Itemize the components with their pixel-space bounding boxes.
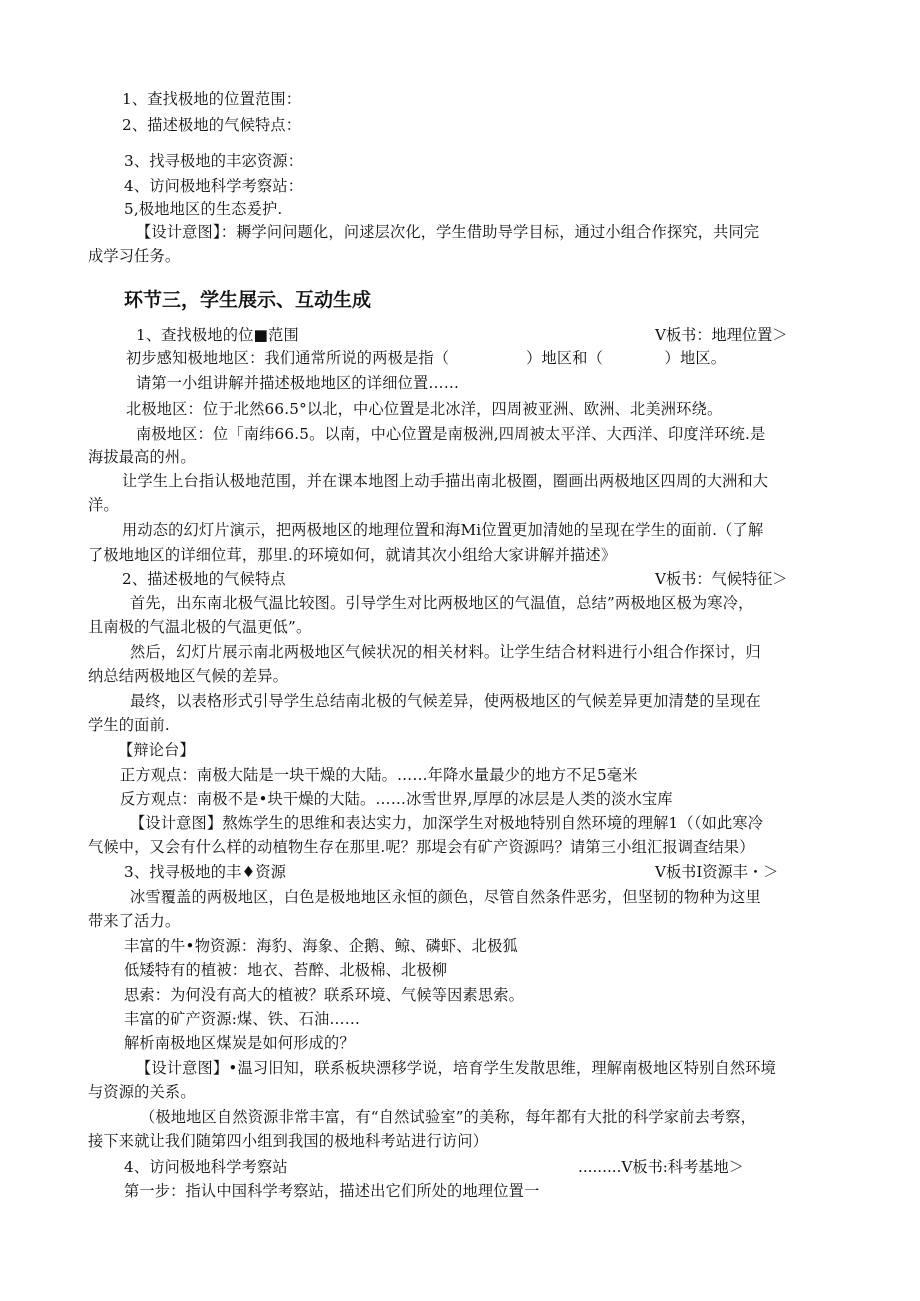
design-intent-3: 【设计意图】•温习旧知，联系板块漂移学说，培育学生发散思维，理解南极地区特别自然环境 — [136, 1059, 777, 1077]
s1-para: 洋。 — [88, 496, 119, 514]
s3-para: 解析南极地区煤炭是如何形成的？ — [124, 1034, 355, 1052]
s3-board-note: V板书I资源丰・＞ — [655, 863, 779, 881]
design-intent-1: 【设计意图】：耨学问问题化，问逑层次化，学生借助导学目标，通过小组合作探究，共同完 — [136, 223, 760, 241]
outline-item-2: 2、描述极地的气候特点： — [122, 116, 302, 134]
s1-title: 1、查找极地的位■范围 — [136, 326, 299, 344]
debate-pro: 正方观点：南极大陆是一块干燥的大陆。……年降水量最少的地方不足5毫米 — [120, 766, 638, 784]
s2-title: 2、描述极地的气候特点 — [122, 570, 286, 588]
s1-para: 北极地区：位于北然66.5°以北，中心位置是北冰洋，四周被亚洲、欧洲、北美洲环绕。 — [126, 400, 723, 418]
design-intent-2-cont: 气候中，又会有什么样的动植物生存在那里.呢？那堤会有矿产资源吗？请第三小组汇报调查结果） — [88, 838, 755, 856]
s1-para: 让学生上台指认极地范围，并在课本地图上动手描出南北极圈，圈画出两极地区四周的大洲和大 — [122, 472, 769, 490]
s2-board-note: V板书：气候特征＞ — [655, 570, 788, 588]
s4-para: 第一步：指认中国科学考察站，描述出它们所处的地理位置一 — [124, 1182, 540, 1200]
s1-para: 了极地地区的详细位茸，那里.的环境如何，就请其次小组给大家讲解并描述》 — [88, 546, 617, 564]
design-intent-2: 【设计意图】熬炼学生的思维和表达实力，加深学生对极地特别自然环境的理解1（（如此寒冷 — [130, 814, 764, 832]
s3-para: 带来了活力。 — [88, 912, 181, 930]
s3-para: 思索：为何没有高大的植被？联系环境、气候等因素思索。 — [124, 986, 525, 1004]
s1-para: 海拔最高的州。 — [88, 448, 196, 466]
s2-para: 纳总结两极地区气候的差异。 — [88, 667, 289, 685]
s4-title: 4、访问极地科学考察站 — [124, 1158, 288, 1176]
section-title: 环节三，学生展示、互动生成 — [124, 289, 372, 311]
s3-para: （极地地区自然资源非常丰富，有“自然试验室”的美称，每年都有大批的科学家前去考察， — [140, 1108, 757, 1126]
s3-para: 接下来就让我们随第四小组到我国的极地科考站进行访问） — [88, 1132, 489, 1150]
s2-para: 学生的面前. — [88, 716, 170, 734]
s4-board-note: .........V板书:科考基地＞ — [578, 1158, 744, 1176]
outline-item-1: 1、查找极地的位置范围： — [122, 90, 302, 108]
outline-item-3: 3、找寻极地的丰宓资源： — [124, 152, 304, 170]
s1-board-note: V板书：地理位置＞ — [655, 326, 788, 344]
s1-para: 南极地区：位「南纬66.5。以南，中心位置是南极洲,四周被太平洋、大西洋、印度洋环统.是 — [136, 425, 766, 443]
s3-para: 低矮特有的植被：地衣、苔醉、北极棉、北极柳 — [124, 961, 448, 979]
s2-para: 然后，幻灯片展示南北两极地区气候状况的相关材料。让学生结合材料进行小组合作探讨，归 — [130, 643, 761, 661]
s2-para: 最终，以表格形式引导学生总结南北极的气候差异，使两极地区的气候差异更加清楚的呈现在 — [130, 692, 761, 710]
s1-para: 请第一小组讲解并描述极地地区的详细位置…… — [136, 374, 460, 392]
s3-title: 3、找寻极地的丰♦资源 — [124, 863, 287, 881]
debate-con: 反方观点：南极不是•块干燥的大陆。……冰雪世界,厚厚的冰层是人类的淡水宝库 — [120, 790, 673, 808]
s1-para: 用动态的幻灯片演示，把两极地区的地理位置和海Mi位置更加清她的呈现在学生的面前.（了解 — [122, 521, 764, 539]
s2-para: 且南极的气温北极的气温更低”。 — [88, 618, 312, 636]
outline-item-4: 4、访问极地科学考察站： — [124, 177, 304, 195]
s3-para: 丰富的矿产资源:煤、铁、石油…… — [124, 1010, 361, 1028]
s1-para: 初步感知极地地区：我们通常所说的两极是指（ ）地区和（ ）地区。 — [126, 349, 727, 367]
s3-para: 冰雪覆盖的两极地区，白色是极地地区永恒的颜色，尽管自然条件恶劣，但坚韧的物种为这里 — [130, 888, 761, 906]
s2-para: 首先，出东南北极气温比较图。引导学生对比两极地区的气温值，总结”两极地区极为寒冷， — [130, 594, 754, 612]
s3-para: 丰富的牛•物资源：海豹、海象、企鹅、鲸、磷虾、北极狐 — [124, 937, 518, 955]
debate-title: 【辩论台】 — [118, 741, 195, 759]
design-intent-3-cont: 与资源的关系。 — [88, 1083, 196, 1101]
outline-item-5: 5,极地地区的生态爰护. — [124, 200, 283, 218]
design-intent-1-cont: 成学习任务。 — [88, 247, 181, 265]
